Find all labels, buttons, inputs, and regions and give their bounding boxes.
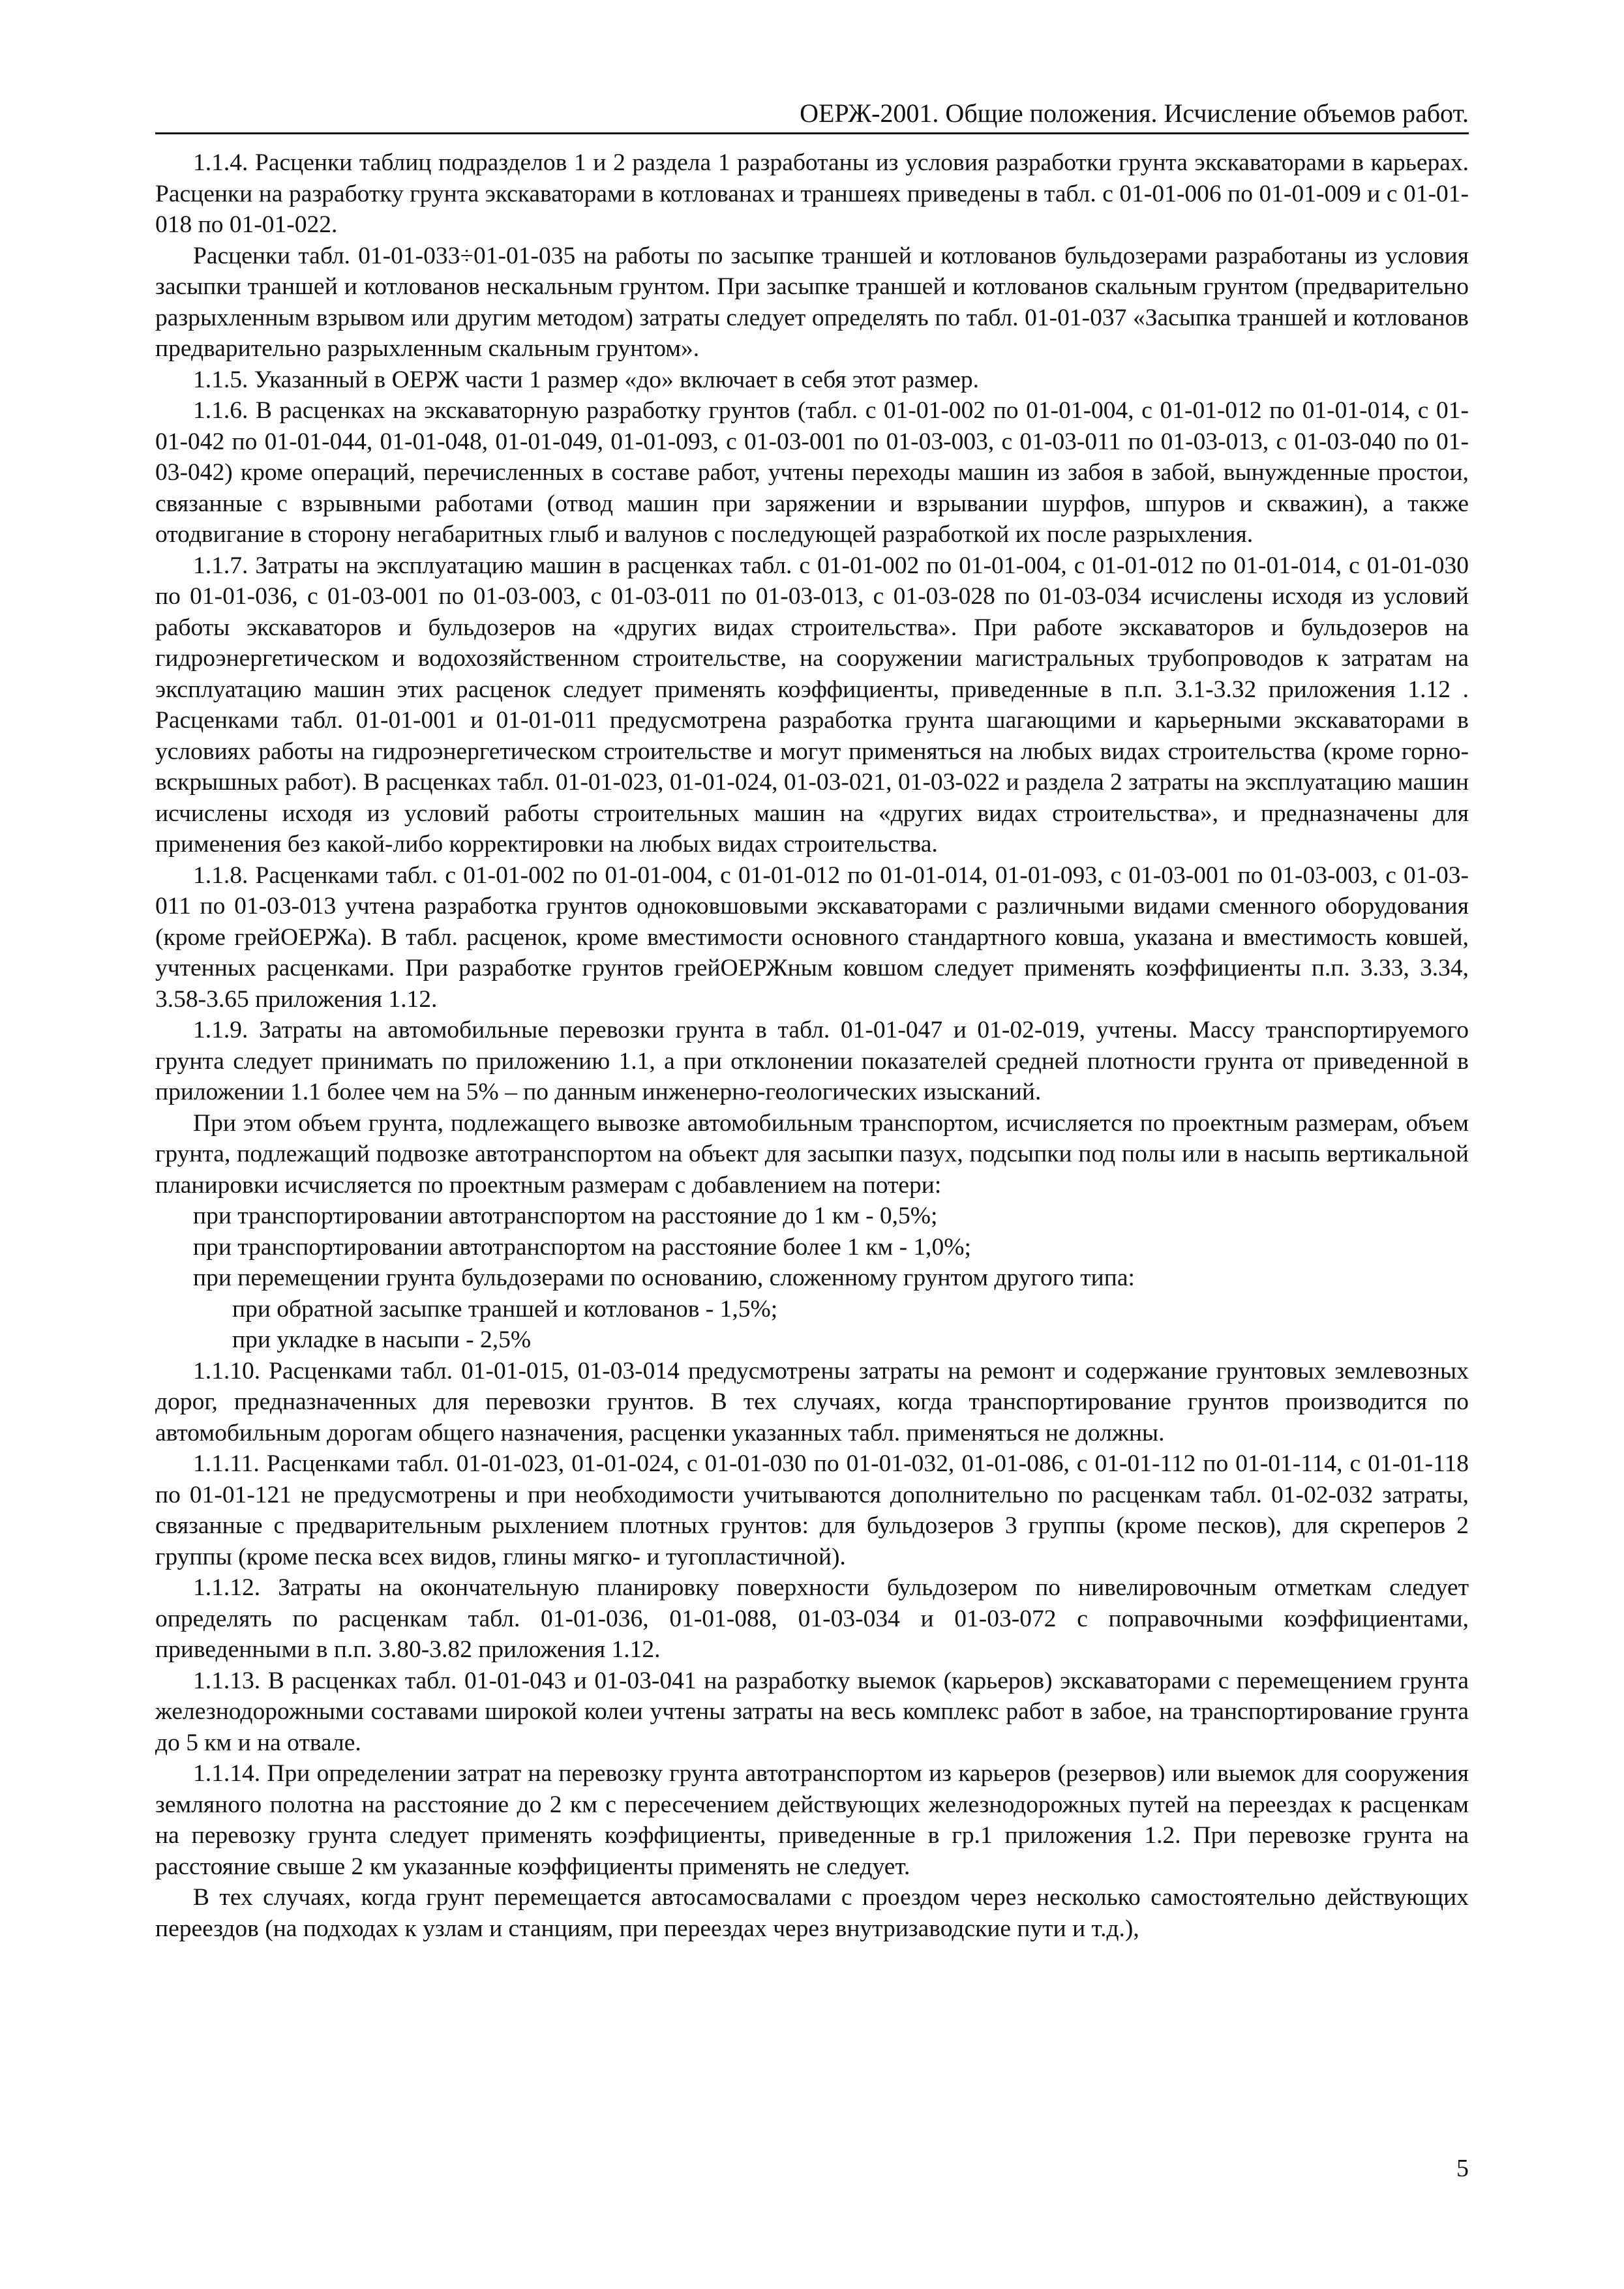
paragraph-1-1-13: 1.1.13. В расценках табл. 01-01-043 и 01-03-041 на разработку выемок (карьеров) экскаваторами с перемещением грунта железнодорожными составами широкой колеи учтены затраты на весь комплекс работ в забое, на транспортирование грунта до 5 км и на отвале. [155,1667,1469,1756]
paragraph-1-1-10: 1.1.10. Расценками табл. 01-01-015, 01-03-014 предусмотрены затраты на ремонт и содержание грунтовых землевозных дорог, предназначенных для перевозки грунтов. В тех случаях, когда транспортирование грунтов производится по автомобильным дорогам общего назначения, расценки указанных табл. применяться не должны. [155,1357,1469,1446]
header-rule [155,132,1469,134]
paragraph-soil-volume: При этом объем грунта, подлежащего вывозке автомобильным транспортом, исчисляется по проектным размерам, объем грунта, подлежащий подвозке автотранспортом на объект для засыпки пазух, подсыпки под полы или в насыпь вертикальной планировки исчисляется по проектным размерам с добавлением на потери: [155,1109,1469,1199]
paragraph-1-1-8: 1.1.8. Расценками табл. с 01-01-002 по 01-01-004, с 01-01-012 по 01-01-014, 01-01-093, с 01-03-001 по 01-03-003, с 01-03-011 по 01-03-013 учтена разработка грунтов одноковшовыми экскаваторами с различными видами сменного оборудования (кроме грейОЕРЖа). В табл. расценок, кроме вместимости основного стандартного ковша, указана и вместимость ковшей, учтенных расценками. При разработке грунтов грейОЕРЖным ковшом следует применять коэффициенты п.п. 3.33, 3.34, 3.58-3.65 приложения 1.12. [155,861,1469,1013]
loss-subitem-backfill: при обратной засыпке траншей и котлованов - 1,5%; [232,1295,778,1323]
paragraph-1-1-9: 1.1.9. Затраты на автомобильные перевозки грунта в табл. 01-01-047 и 01-02-019, учтены. Массу транспортируемого грунта следует принимать по приложению 1.1, а при отклонении показателей средней плотности грунта от приведенной в приложении 1.1 более чем на 5% – по данным инженерно-геологических изысканий. [155,1017,1469,1105]
loss-item-over-1km: при транспортировании автотранспортом на расстояние более 1 км - 1,0%; [193,1233,971,1261]
page-number: 5 [1456,2155,1469,2182]
paragraph-1-1-14: 1.1.14. При определении затрат на перевозку грунта автотранспортом из карьеров (резервов) или выемок для сооружения земляного полотна на расстояние до 2 км с пересечением действующих железнодорожных путей на переездах к расценкам на перевозку грунта следует применять коэффициенты, приведенные в гр.1 приложения 1.2. При перевозке грунта на расстояние свыше 2 км указанные коэффициенты применять не следует. [155,1760,1469,1880]
paragraph-1-1-12: 1.1.12. Затраты на окончательную планировку поверхности бульдозером по нивелировочным отметкам следует определять по расценкам табл. 01-01-036, 01-01-088, 01-03-034 и 01-03-072 с поправочными коэффициентами, приведенными в п.п. 3.80-3.82 приложения 1.12. [155,1574,1469,1663]
paragraph-1-1-6: 1.1.6. В расценках на экскаваторную разработку грунтов (табл. с 01-01-002 по 01-01-004, с 01-01-012 по 01-01-014, с 01-01-042 по 01-01-044, 01-01-048, 01-01-049, 01-01-093, с 01-03-001 по 01-03-003, с 01-03-011 по 01-03-013, с 01-03-040 по 01-03-042) кроме операций, перечисленных в составе работ, учтены переходы машин из забоя в забой, вынужденные простои, связанные с взрывными работами (отвод машин при заряжении и взрывании шурфов, шпуров и скважин), а также отодвигание в сторону негабаритных глыб и валунов с последующей разработкой их после разрыхления. [155,397,1469,548]
paragraph-backfill-rates: Расценки табл. 01-01-033÷01-01-035 на работы по засыпке траншей и котлованов бульдозерами разработаны из условия засыпки траншей и котлованов нескальным грунтом. При засыпке траншей и котлованов скальным грунтом (предварительно разрыхленным взрывом или другим методом) затраты следует определять по табл. 01-01-037 «Засыпка траншей и котлованов предварительно разрыхленным скальным грунтом». [155,242,1469,362]
running-header: ОЕРЖ-2001. Общие положения. Исчисление объемов работ. [800,98,1469,128]
paragraph-1-1-5: 1.1.5. Указанный в ОЕРЖ части 1 размер «до» включает в себя этот размер. [193,366,980,393]
loss-item-bulldozer: при перемещении грунта бульдозерами по основанию, сложенному грунтом другого типа: [193,1264,1135,1291]
loss-subitem-embankment: при укладке в насыпи - 2,5% [232,1326,532,1353]
paragraph-1-1-4: 1.1.4. Расценки таблиц подразделов 1 и 2 раздела 1 разработаны из условия разработки грунта экскаваторами в карьерах. Расценки на разработку грунта экскаваторами в котлованах и траншеях приведены в табл. с 01-01-006 по 01-01-009 и с 01-01-018 по 01-01-022. [155,149,1469,238]
document-page [155,0,1469,2289]
body-text [155,147,1469,1944]
paragraph-crossings: В тех случаях, когда грунт перемещается автосамосвалами с проездом через несколько самостоятельно действующих переездов (на подходах к узлам и станциям, при переездах через внутризаводские пути и т.д.), [155,1884,1469,1942]
paragraph-1-1-11: 1.1.11. Расценками табл. 01-01-023, 01-01-024, с 01-01-030 по 01-01-032, 01-01-086, с 01-01-112 по 01-01-114, с 01-01-118 по 01-01-121 не предусмотрены и при необходимости учитываются дополнительно по расценкам табл. 01-02-032 затраты, связанные с предварительным рыхлением плотных грунтов: для бульдозеров 3 группы (кроме песков), для скреперов 2 группы (кроме песка всех видов, глины мягко- и тугопластичной). [155,1450,1469,1570]
paragraph-1-1-7: 1.1.7. Затраты на эксплуатацию машин в расценках табл. с 01-01-002 по 01-01-004, с 01-01-012 по 01-01-014, с 01-01-030 по 01-01-036, с 01-03-001 по 01-03-003, с 01-03-011 по 01-03-013, с 01-03-028 по 01-03-034 исчислены исходя из условий работы экскаваторов и бульдозеров на «других видах строительства». При работе экскаваторов и бульдозеров на гидроэнергетическом и водохозяйственном строительстве, на сооружении магистральных трубопроводов к затратам на эксплуатацию машин этих расценок следует применять коэффициенты, приведенные в п.п. 3.1-3.32 приложения 1.12 . Расценками табл. 01-01-001 и 01-01-011 предусмотрена разработка грунта шагающими и карьерными экскаваторами в условиях работы на гидроэнергетическом строительстве и могут применяться на любых видах строительства (кроме горно-вскрышных работ). В расценках табл. 01-01-023, 01-01-024, 01-03-021, 01-03-022 и раздела 2 затраты на эксплуатацию машин исчислены исходя из условий работы строительных машин на «других видах строительства», и предназначены для применения без какой-либо корректировки на любых видах строительства. [155,552,1469,858]
loss-item-up-to-1km: при транспортировании автотранспортом на расстояние до 1 км - 0,5%; [193,1203,938,1229]
